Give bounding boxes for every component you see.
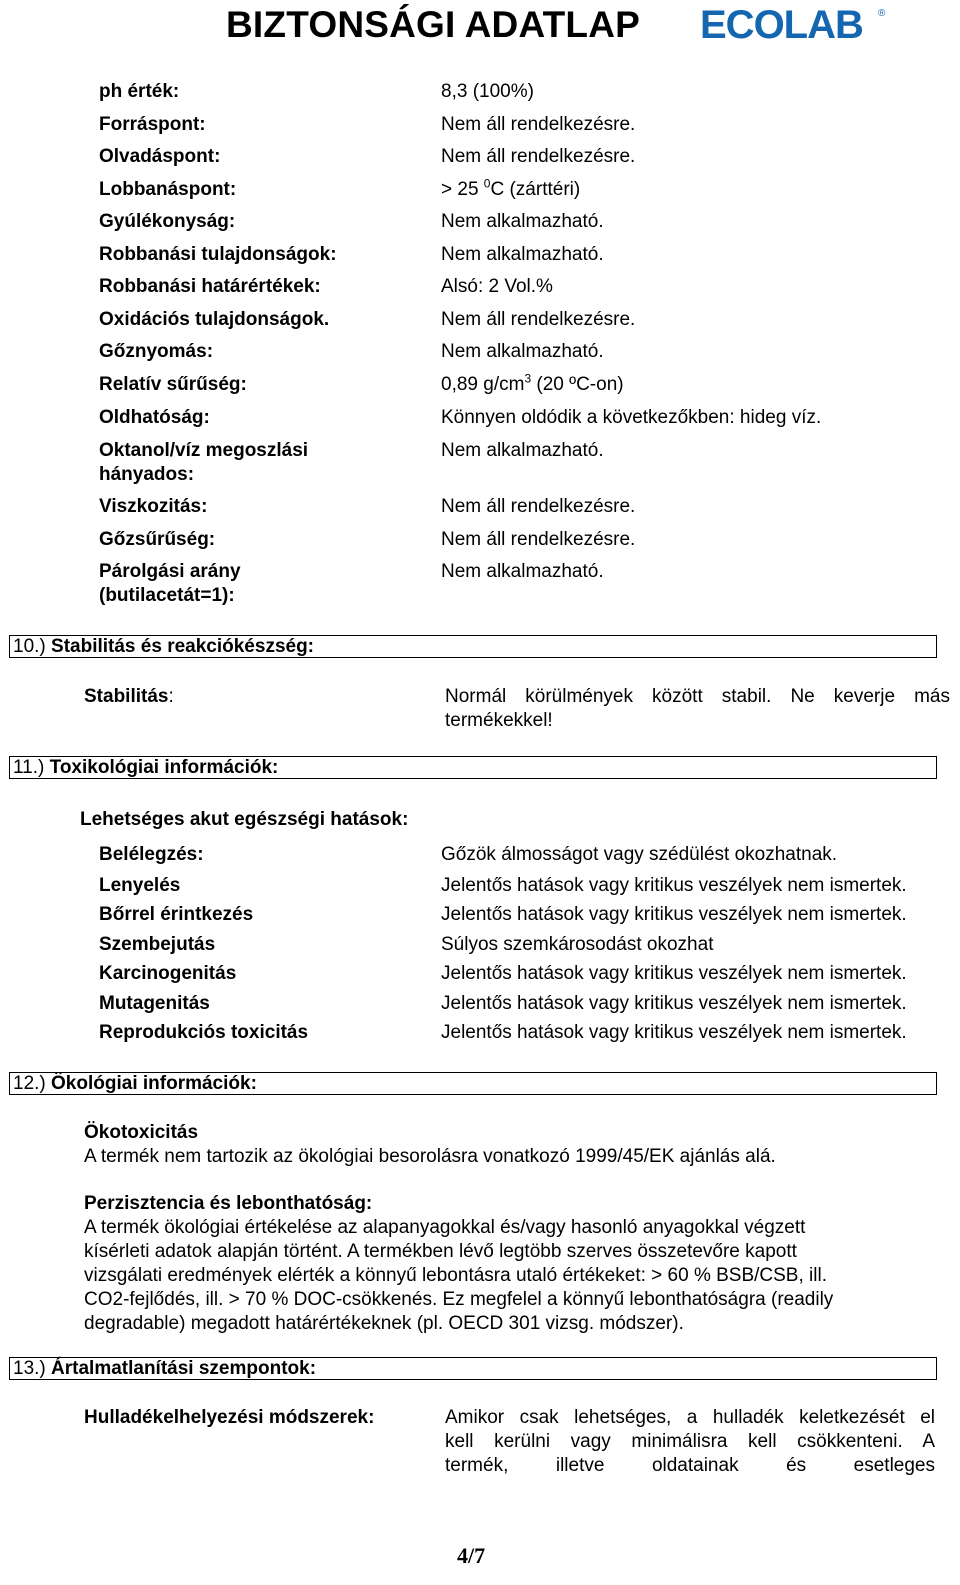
property-value: 8,3 (100%) xyxy=(441,81,534,102)
effect-label: Bőrrel érintkezés xyxy=(99,904,254,925)
text-line: kell kerülni vagy minimálisra kell csökkenteni. A xyxy=(445,1431,935,1452)
property-label: Robbanási határértékek: xyxy=(99,276,321,297)
text-line: A termék ökológiai értékelése az alapanyagokkal és/vagy hasonló anyagokkal végzett xyxy=(84,1217,806,1238)
disposal-label: Hulladékelhelyezési módszerek: xyxy=(84,1407,375,1428)
section-title: Ártalmatlanítási szempontok: xyxy=(51,1358,317,1379)
effect-value: Gőzök álmosságot vagy szédülést okozhatnak. xyxy=(441,844,838,865)
ecolab-logo xyxy=(700,4,890,44)
text-line: Amikor csak lehetséges, a hulladék keletkezését el xyxy=(445,1407,935,1428)
logo-text: ECOLAB xyxy=(700,4,863,44)
section-10-header xyxy=(9,635,937,658)
effect-value: Jelentős hatások vagy kritikus veszélyek nem ismertek. xyxy=(441,904,907,925)
text-line: vizsgálati eredmények elérték a könnyű lebontásra utaló értékeket: > 60 % BSB/CSB, ill. xyxy=(84,1265,827,1286)
disposal-text xyxy=(445,1406,935,1478)
property-value: Nem alkalmazható. xyxy=(441,211,604,232)
section-13-header xyxy=(9,1357,937,1380)
effect-label: Lenyelés xyxy=(99,875,181,896)
effect-value: Jelentős hatások vagy kritikus veszélyek nem ismertek. xyxy=(441,993,907,1014)
section-title: Stabilitás és reakciókészség: xyxy=(51,636,315,657)
property-label: Gőznyomás: xyxy=(99,341,214,362)
property-value: Nem alkalmazható. xyxy=(441,561,604,582)
stability-label: Stabilitás: xyxy=(84,686,174,707)
section-number: 11.) xyxy=(13,757,45,778)
property-label: Lobbanáspont: xyxy=(99,179,237,200)
text-line: CO2-fejlődés, ill. > 70 % DOC-csökkenés. Ez megfelel a könnyű lebonthatóságra (readily xyxy=(84,1289,834,1310)
persistence-text xyxy=(84,1216,833,1336)
effect-value: Súlyos szemkárosodást okozhat xyxy=(441,934,714,955)
property-label: Párolgási arány (butilacetát=1): xyxy=(99,561,241,606)
section-12-header xyxy=(9,1072,937,1095)
section-number: 12.) xyxy=(13,1073,46,1094)
section-number: 10.) xyxy=(13,636,46,657)
effect-label: Reprodukciós toxicitás xyxy=(99,1022,309,1043)
property-label: Olvadáspont: xyxy=(99,146,221,167)
effect-label: Szembejutás xyxy=(99,934,216,955)
page-number: 4/7 xyxy=(457,1543,486,1568)
ecotoxicity-heading: Ökotoxicitás xyxy=(84,1122,199,1143)
property-label: Viszkozitás: xyxy=(99,496,208,517)
property-label: Relatív sűrűség: xyxy=(99,374,247,395)
section-title: Ökológiai információk: xyxy=(51,1073,257,1094)
property-value: Nem alkalmazható. xyxy=(441,341,604,362)
registered-mark-icon: ® xyxy=(878,8,886,19)
persistence-heading: Perzisztencia és lebonthatóság: xyxy=(84,1193,373,1214)
property-value: Alsó: 2 Vol.% xyxy=(441,276,553,297)
property-value: 0,89 $g/cm^3$ (20 ºC-on) xyxy=(441,371,624,395)
section-11-header xyxy=(9,756,937,779)
property-value: Nem áll rendelkezésre. xyxy=(441,114,636,135)
property-label: ph érték: xyxy=(99,81,180,102)
property-value: Könnyen oldódik a következőkben: hideg víz. xyxy=(441,407,822,428)
effect-value: Jelentős hatások vagy kritikus veszélyek nem ismertek. xyxy=(441,1022,907,1043)
property-value: Nem áll rendelkezésre. xyxy=(441,146,636,167)
effect-value: Jelentős hatások vagy kritikus veszélyek nem ismertek. xyxy=(441,963,907,984)
ecotoxicity-text: A termék nem tartozik az ökológiai besorolásra vonatkozó 1999/45/EK ajánlás alá. xyxy=(84,1146,776,1167)
property-label: Robbanási tulajdonságok: xyxy=(99,244,337,265)
property-value: Nem áll rendelkezésre. xyxy=(441,496,636,517)
text-line: degradable) megadott határértékeknek (pl. OECD 301 vizsg. módszer). xyxy=(84,1313,684,1334)
property-value: Nem alkalmazható. xyxy=(441,244,604,265)
property-label: Oldhatóság: xyxy=(99,407,210,428)
document-title: BIZTONSÁGI ADATLAP xyxy=(226,4,641,45)
section-number: 13.) xyxy=(13,1358,46,1379)
effect-label: Karcinogenitás xyxy=(99,963,237,984)
property-label: Forráspont: xyxy=(99,114,206,135)
property-label: Gyúlékonyság: xyxy=(99,211,236,232)
property-label: Oktanol/víz megoszlási hányados: xyxy=(99,440,309,485)
section-title: Toxikológiai információk: xyxy=(49,757,279,778)
text-line: kísérleti adatok alapján történt. A termékben lévő legtöbb szerves összetevőre kapott xyxy=(84,1241,797,1262)
property-value: > 25 $^0$C (zárttéri) xyxy=(441,176,581,200)
property-value: Nem alkalmazható. xyxy=(441,440,604,461)
effect-value: Jelentős hatások vagy kritikus veszélyek nem ismertek. xyxy=(441,875,907,896)
stability-value: Normál körülmények között stabil. Ne keverje más termékekkel! xyxy=(445,686,950,731)
text-line: termék, illetve oldatainak és esetleges xyxy=(445,1455,935,1476)
effect-label: Mutagenitás xyxy=(99,993,210,1014)
property-label: Gőzsűrűség: xyxy=(99,529,216,550)
acute-effects-heading: Lehetséges akut egészségi hatások: xyxy=(80,809,409,830)
effect-label: Belélegzés: xyxy=(99,844,204,865)
property-label: Oxidációs tulajdonságok. xyxy=(99,309,330,330)
property-value: Nem áll rendelkezésre. xyxy=(441,309,636,330)
property-value: Nem áll rendelkezésre. xyxy=(441,529,636,550)
